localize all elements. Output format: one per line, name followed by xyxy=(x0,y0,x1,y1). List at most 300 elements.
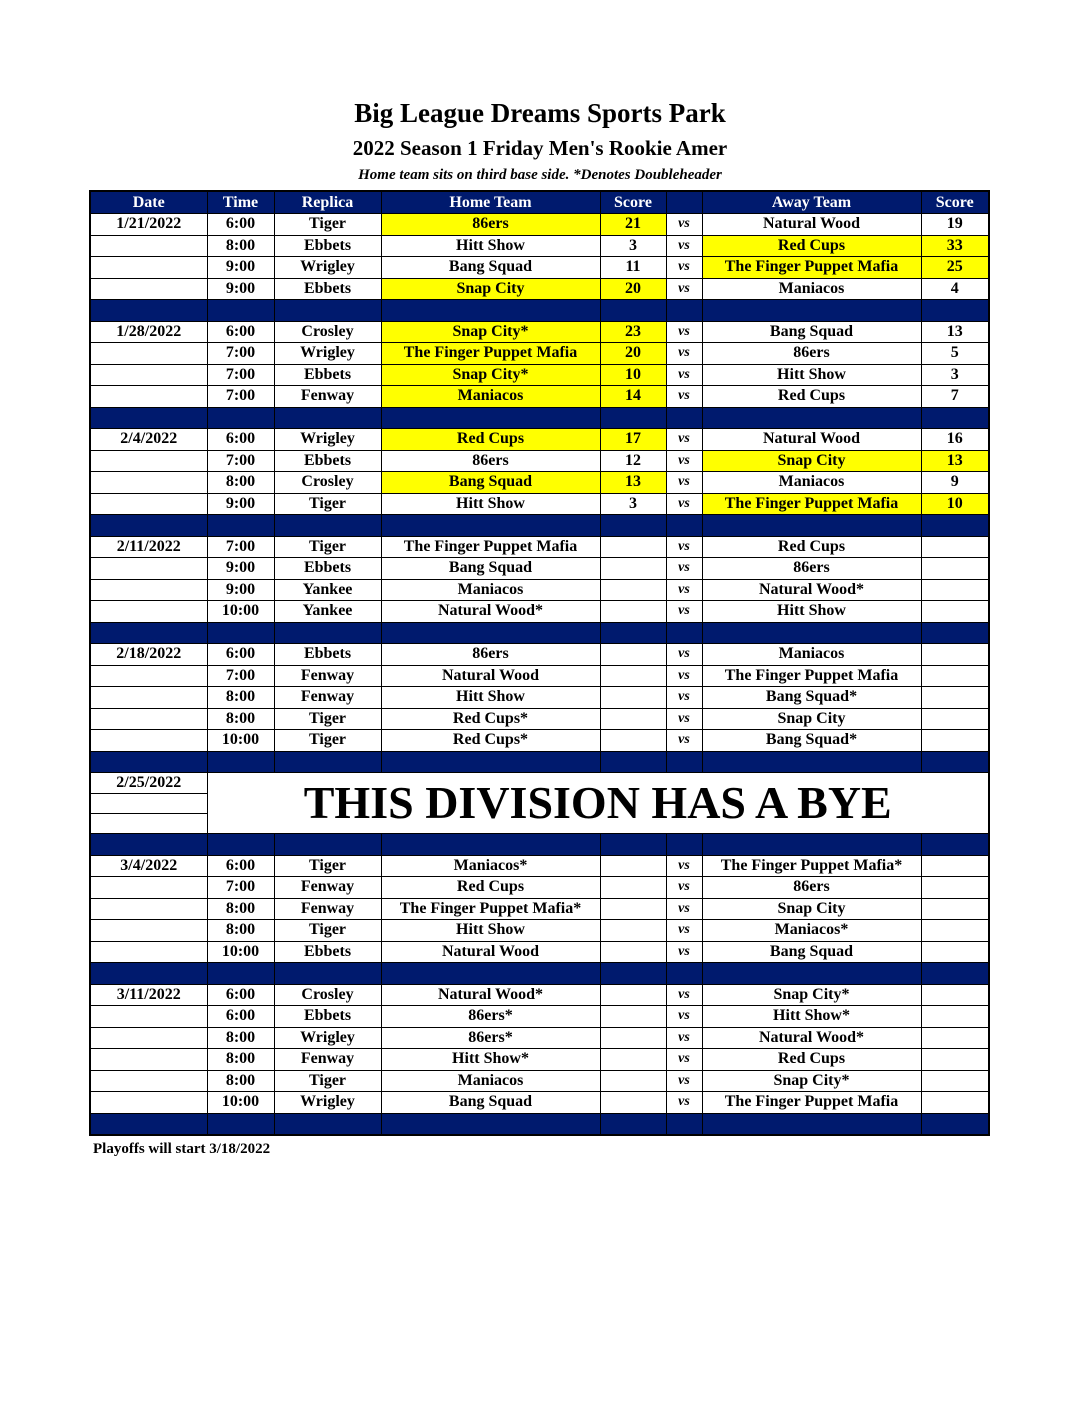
game-row xyxy=(90,278,989,300)
col-replica: Replica xyxy=(274,191,381,214)
home-team-cell: 86ers* xyxy=(381,1006,600,1028)
away-score-cell xyxy=(921,1070,989,1092)
away-team-cell: Snap City xyxy=(702,708,921,730)
home-score-cell xyxy=(600,920,666,942)
home-score-cell xyxy=(600,1027,666,1049)
date-cell xyxy=(90,343,207,365)
home-score-cell: 3 xyxy=(600,493,666,515)
home-score-cell xyxy=(600,1092,666,1114)
home-score-cell xyxy=(600,687,666,709)
separator-cell xyxy=(381,622,600,644)
home-score-cell xyxy=(600,644,666,666)
separator-cell xyxy=(274,622,381,644)
home-score-cell xyxy=(600,877,666,899)
bye-row xyxy=(90,773,989,794)
separator-cell xyxy=(207,407,274,429)
away-team-cell: The Finger Puppet Mafia xyxy=(702,665,921,687)
col-vs xyxy=(666,191,702,214)
home-score-cell xyxy=(600,984,666,1006)
time-cell: 7:00 xyxy=(207,665,274,687)
game-row xyxy=(90,343,989,365)
away-score-cell: 33 xyxy=(921,235,989,257)
away-score-cell: 13 xyxy=(921,450,989,472)
home-team-cell: Bang Squad xyxy=(381,257,600,279)
game-row xyxy=(90,1027,989,1049)
game-row xyxy=(90,1006,989,1028)
game-row xyxy=(90,1070,989,1092)
vs-cell: vs xyxy=(666,493,702,515)
separator-cell xyxy=(381,963,600,985)
home-team-cell: Natural Wood xyxy=(381,665,600,687)
playoffs-note: Playoffs will start 3/18/2022 xyxy=(93,1141,271,1157)
replica-cell: Tiger xyxy=(274,708,381,730)
vs-cell: vs xyxy=(666,364,702,386)
replica-cell: Yankee xyxy=(274,601,381,623)
separator-row xyxy=(90,1113,989,1135)
date-cell xyxy=(90,1006,207,1028)
separator-cell xyxy=(381,300,600,322)
replica-cell: Ebbets xyxy=(274,1006,381,1028)
separator-cell xyxy=(666,515,702,537)
separator-cell xyxy=(702,407,921,429)
replica-cell: Ebbets xyxy=(274,450,381,472)
separator-cell xyxy=(274,963,381,985)
date-cell xyxy=(90,898,207,920)
time-cell: 7:00 xyxy=(207,877,274,899)
vs-cell: vs xyxy=(666,579,702,601)
date-cell xyxy=(90,730,207,752)
time-cell: 8:00 xyxy=(207,235,274,257)
away-team-cell: Natural Wood* xyxy=(702,1027,921,1049)
away-score-cell xyxy=(921,898,989,920)
replica-cell: Ebbets xyxy=(274,558,381,580)
date-cell: 2/25/2022 xyxy=(90,773,207,794)
vs-cell: vs xyxy=(666,601,702,623)
home-score-cell xyxy=(600,941,666,963)
time-cell: 8:00 xyxy=(207,898,274,920)
time-cell: 8:00 xyxy=(207,687,274,709)
replica-cell: Wrigley xyxy=(274,343,381,365)
replica-cell: Tiger xyxy=(274,536,381,558)
vs-cell: vs xyxy=(666,1049,702,1071)
away-team-cell: Hitt Show* xyxy=(702,1006,921,1028)
home-team-cell: Red Cups xyxy=(381,429,600,451)
time-cell: 7:00 xyxy=(207,364,274,386)
replica-cell: Tiger xyxy=(274,920,381,942)
away-score-cell xyxy=(921,855,989,877)
time-cell: 9:00 xyxy=(207,493,274,515)
separator-cell xyxy=(274,1113,381,1135)
vs-cell: vs xyxy=(666,665,702,687)
replica-cell: Fenway xyxy=(274,687,381,709)
separator-row xyxy=(90,407,989,429)
home-team-cell: Maniacos xyxy=(381,579,600,601)
col-date: Date xyxy=(90,191,207,214)
separator-cell xyxy=(600,622,666,644)
game-row xyxy=(90,536,989,558)
home-score-cell: 11 xyxy=(600,257,666,279)
home-score-cell: 10 xyxy=(600,364,666,386)
separator-cell xyxy=(381,751,600,773)
home-team-cell: Red Cups* xyxy=(381,708,600,730)
time-cell: 8:00 xyxy=(207,708,274,730)
game-row xyxy=(90,450,989,472)
time-cell: 7:00 xyxy=(207,386,274,408)
away-team-cell: Snap City* xyxy=(702,984,921,1006)
replica-cell: Tiger xyxy=(274,493,381,515)
game-row xyxy=(90,984,989,1006)
separator-cell xyxy=(600,751,666,773)
game-row xyxy=(90,235,989,257)
date-cell: 3/4/2022 xyxy=(90,855,207,877)
separator-cell xyxy=(274,751,381,773)
col-time: Time xyxy=(207,191,274,214)
game-row xyxy=(90,665,989,687)
away-team-cell: Red Cups xyxy=(702,235,921,257)
vs-cell: vs xyxy=(666,730,702,752)
time-cell: 9:00 xyxy=(207,579,274,601)
date-cell: 2/18/2022 xyxy=(90,644,207,666)
away-team-cell: Maniacos xyxy=(702,644,921,666)
separator-cell xyxy=(921,407,989,429)
replica-cell: Tiger xyxy=(274,855,381,877)
home-score-cell: 21 xyxy=(600,214,666,236)
home-team-cell: Maniacos xyxy=(381,1070,600,1092)
time-cell: 6:00 xyxy=(207,214,274,236)
time-cell: 6:00 xyxy=(207,855,274,877)
vs-cell: vs xyxy=(666,898,702,920)
away-score-cell xyxy=(921,1049,989,1071)
home-score-cell: 12 xyxy=(600,450,666,472)
replica-cell: Tiger xyxy=(274,214,381,236)
replica-cell: Fenway xyxy=(274,877,381,899)
separator-cell xyxy=(702,963,921,985)
separator-cell xyxy=(207,963,274,985)
time-cell: 9:00 xyxy=(207,257,274,279)
home-team-cell: Natural Wood* xyxy=(381,601,600,623)
game-row xyxy=(90,898,989,920)
date-cell xyxy=(90,257,207,279)
home-score-cell: 13 xyxy=(600,472,666,494)
game-row xyxy=(90,687,989,709)
home-team-cell: Red Cups xyxy=(381,877,600,899)
replica-cell: Crosley xyxy=(274,984,381,1006)
home-score-cell: 17 xyxy=(600,429,666,451)
game-row xyxy=(90,1049,989,1071)
separator-cell xyxy=(600,1113,666,1135)
game-row xyxy=(90,708,989,730)
date-cell xyxy=(90,235,207,257)
time-cell: 8:00 xyxy=(207,472,274,494)
home-team-cell: Snap City* xyxy=(381,364,600,386)
separator-cell xyxy=(90,834,207,856)
home-score-cell xyxy=(600,558,666,580)
away-score-cell: 10 xyxy=(921,493,989,515)
date-cell xyxy=(90,1049,207,1071)
time-cell: 6:00 xyxy=(207,1006,274,1028)
schedule-table xyxy=(89,190,990,1136)
date-cell xyxy=(90,941,207,963)
game-row xyxy=(90,472,989,494)
replica-cell: Fenway xyxy=(274,898,381,920)
date-cell: 3/11/2022 xyxy=(90,984,207,1006)
time-cell: 10:00 xyxy=(207,941,274,963)
game-row xyxy=(90,257,989,279)
away-team-cell: Red Cups xyxy=(702,536,921,558)
away-score-cell xyxy=(921,665,989,687)
time-cell: 10:00 xyxy=(207,601,274,623)
separator-cell xyxy=(921,300,989,322)
separator-cell xyxy=(666,300,702,322)
replica-cell: Tiger xyxy=(274,1070,381,1092)
away-team-cell: The Finger Puppet Mafia xyxy=(702,257,921,279)
replica-cell: Fenway xyxy=(274,665,381,687)
separator-cell xyxy=(600,963,666,985)
time-cell: 9:00 xyxy=(207,278,274,300)
separator-cell xyxy=(921,1113,989,1135)
separator-cell xyxy=(207,515,274,537)
separator-cell xyxy=(666,963,702,985)
separator-cell xyxy=(702,515,921,537)
away-score-cell xyxy=(921,877,989,899)
date-cell: 1/28/2022 xyxy=(90,321,207,343)
date-cell xyxy=(90,493,207,515)
away-team-cell: Snap City* xyxy=(702,1070,921,1092)
vs-cell: vs xyxy=(666,536,702,558)
separator-row xyxy=(90,622,989,644)
home-team-cell: Bang Squad xyxy=(381,558,600,580)
away-score-cell xyxy=(921,644,989,666)
game-row xyxy=(90,855,989,877)
time-cell: 10:00 xyxy=(207,1092,274,1114)
date-cell: 2/4/2022 xyxy=(90,429,207,451)
replica-cell: Fenway xyxy=(274,1049,381,1071)
separator-cell xyxy=(274,300,381,322)
vs-cell: vs xyxy=(666,687,702,709)
date-cell xyxy=(90,665,207,687)
home-team-cell: 86ers xyxy=(381,450,600,472)
away-score-cell: 16 xyxy=(921,429,989,451)
replica-cell: Ebbets xyxy=(274,644,381,666)
away-team-cell: Hitt Show xyxy=(702,601,921,623)
home-team-cell: Hitt Show xyxy=(381,235,600,257)
away-score-cell xyxy=(921,601,989,623)
separator-cell xyxy=(666,407,702,429)
date-cell xyxy=(90,601,207,623)
separator-row xyxy=(90,751,989,773)
date-cell xyxy=(90,472,207,494)
home-team-cell: Natural Wood* xyxy=(381,984,600,1006)
separator-cell xyxy=(207,834,274,856)
col-away-team: Away Team xyxy=(702,191,921,214)
date-cell xyxy=(90,278,207,300)
home-team-cell: Snap City xyxy=(381,278,600,300)
vs-cell: vs xyxy=(666,235,702,257)
date-cell xyxy=(90,364,207,386)
vs-cell: vs xyxy=(666,1027,702,1049)
separator-cell xyxy=(921,751,989,773)
separator-cell xyxy=(90,407,207,429)
separator-cell xyxy=(702,751,921,773)
vs-cell: vs xyxy=(666,386,702,408)
separator-cell xyxy=(702,1113,921,1135)
away-score-cell xyxy=(921,579,989,601)
game-row xyxy=(90,941,989,963)
separator-cell xyxy=(921,515,989,537)
vs-cell: vs xyxy=(666,877,702,899)
vs-cell: vs xyxy=(666,278,702,300)
home-score-cell xyxy=(600,730,666,752)
time-cell: 8:00 xyxy=(207,920,274,942)
away-team-cell: Snap City xyxy=(702,898,921,920)
date-cell xyxy=(90,794,207,814)
home-score-cell: 23 xyxy=(600,321,666,343)
date-cell xyxy=(90,687,207,709)
home-score-cell xyxy=(600,1049,666,1071)
time-cell: 7:00 xyxy=(207,450,274,472)
separator-cell xyxy=(274,407,381,429)
time-cell: 8:00 xyxy=(207,1027,274,1049)
separator-cell xyxy=(381,407,600,429)
away-score-cell: 19 xyxy=(921,214,989,236)
separator-row xyxy=(90,515,989,537)
vs-cell: vs xyxy=(666,855,702,877)
home-team-cell: The Finger Puppet Mafia xyxy=(381,343,600,365)
game-row xyxy=(90,558,989,580)
home-score-cell xyxy=(600,665,666,687)
vs-cell: vs xyxy=(666,1006,702,1028)
separator-cell xyxy=(666,1113,702,1135)
home-team-cell: Hitt Show xyxy=(381,493,600,515)
away-score-cell xyxy=(921,687,989,709)
time-cell: 6:00 xyxy=(207,321,274,343)
game-row xyxy=(90,920,989,942)
time-cell: 6:00 xyxy=(207,429,274,451)
away-score-cell xyxy=(921,1092,989,1114)
away-team-cell: Natural Wood xyxy=(702,214,921,236)
replica-cell: Ebbets xyxy=(274,278,381,300)
vs-cell: vs xyxy=(666,984,702,1006)
date-cell xyxy=(90,1070,207,1092)
replica-cell: Fenway xyxy=(274,386,381,408)
separator-cell xyxy=(381,1113,600,1135)
replica-cell: Crosley xyxy=(274,321,381,343)
home-team-cell: The Finger Puppet Mafia xyxy=(381,536,600,558)
replica-cell: Ebbets xyxy=(274,235,381,257)
home-team-cell: Hitt Show* xyxy=(381,1049,600,1071)
home-score-cell xyxy=(600,536,666,558)
away-team-cell: Bang Squad xyxy=(702,321,921,343)
separator-cell xyxy=(600,300,666,322)
away-score-cell xyxy=(921,1006,989,1028)
separator-cell xyxy=(666,622,702,644)
away-score-cell: 25 xyxy=(921,257,989,279)
replica-cell: Wrigley xyxy=(274,429,381,451)
away-score-cell xyxy=(921,558,989,580)
away-score-cell xyxy=(921,536,989,558)
separator-cell xyxy=(666,834,702,856)
home-team-cell: Hitt Show xyxy=(381,687,600,709)
schedule-note: Home team sits on third base side. *Denotes Doubleheader xyxy=(358,167,722,183)
separator-cell xyxy=(381,515,600,537)
date-cell xyxy=(90,1027,207,1049)
home-team-cell: Maniacos* xyxy=(381,855,600,877)
vs-cell: vs xyxy=(666,429,702,451)
home-score-cell xyxy=(600,898,666,920)
game-row xyxy=(90,601,989,623)
bye-banner: THIS DIVISION HAS A BYE xyxy=(207,773,989,834)
home-team-cell: 86ers xyxy=(381,644,600,666)
away-team-cell: The Finger Puppet Mafia* xyxy=(702,855,921,877)
replica-cell: Crosley xyxy=(274,472,381,494)
vs-cell: vs xyxy=(666,1092,702,1114)
game-row xyxy=(90,579,989,601)
replica-cell: Yankee xyxy=(274,579,381,601)
date-cell xyxy=(90,386,207,408)
away-score-cell xyxy=(921,708,989,730)
separator-cell xyxy=(702,834,921,856)
away-score-cell: 5 xyxy=(921,343,989,365)
replica-cell: Wrigley xyxy=(274,1092,381,1114)
away-score-cell xyxy=(921,920,989,942)
away-team-cell: Bang Squad* xyxy=(702,687,921,709)
game-row xyxy=(90,429,989,451)
home-team-cell: 86ers xyxy=(381,214,600,236)
away-team-cell: The Finger Puppet Mafia xyxy=(702,1092,921,1114)
separator-cell xyxy=(921,963,989,985)
away-team-cell: Red Cups xyxy=(702,1049,921,1071)
date-cell xyxy=(90,877,207,899)
page-subtitle: 2022 Season 1 Friday Men's Rookie Amer xyxy=(352,136,728,160)
date-cell xyxy=(90,1092,207,1114)
away-team-cell: 86ers xyxy=(702,343,921,365)
home-score-cell xyxy=(600,1070,666,1092)
vs-cell: vs xyxy=(666,450,702,472)
vs-cell: vs xyxy=(666,644,702,666)
home-score-cell xyxy=(600,1006,666,1028)
vs-cell: vs xyxy=(666,708,702,730)
date-cell xyxy=(90,920,207,942)
separator-cell xyxy=(666,751,702,773)
separator-row xyxy=(90,963,989,985)
separator-cell xyxy=(702,300,921,322)
away-score-cell xyxy=(921,984,989,1006)
away-score-cell: 13 xyxy=(921,321,989,343)
separator-cell xyxy=(207,1113,274,1135)
replica-cell: Ebbets xyxy=(274,364,381,386)
vs-cell: vs xyxy=(666,920,702,942)
schedule-body xyxy=(90,214,989,1136)
separator-cell xyxy=(600,515,666,537)
date-cell: 2/11/2022 xyxy=(90,536,207,558)
date-cell xyxy=(90,708,207,730)
home-score-cell xyxy=(600,579,666,601)
game-row xyxy=(90,321,989,343)
date-cell xyxy=(90,558,207,580)
away-team-cell: Maniacos* xyxy=(702,920,921,942)
away-score-cell: 9 xyxy=(921,472,989,494)
replica-cell: Wrigley xyxy=(274,1027,381,1049)
away-score-cell xyxy=(921,1027,989,1049)
away-score-cell: 7 xyxy=(921,386,989,408)
home-team-cell: Natural Wood xyxy=(381,941,600,963)
away-team-cell: Snap City xyxy=(702,450,921,472)
vs-cell: vs xyxy=(666,558,702,580)
time-cell: 7:00 xyxy=(207,536,274,558)
separator-cell xyxy=(90,300,207,322)
game-row xyxy=(90,493,989,515)
vs-cell: vs xyxy=(666,214,702,236)
